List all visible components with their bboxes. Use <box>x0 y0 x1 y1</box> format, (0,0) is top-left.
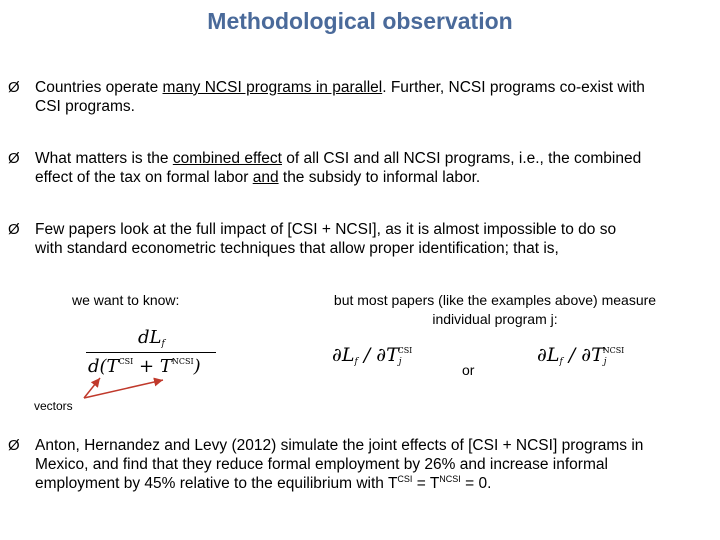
bullet-text: Mexico, and find that they reduce formal employment by 26% and increase informal <box>35 456 608 473</box>
math-subscript: f <box>559 357 563 367</box>
label-line: but most papers (like the examples above) measure <box>333 292 657 308</box>
bullet-text: = 0. <box>460 475 492 492</box>
math-text: / ∂T <box>357 344 399 366</box>
bullet-text: . Further, NCSI programs co-exist with <box>382 79 645 96</box>
math-subscript: j <box>398 357 402 367</box>
bullet-text: CSI programs. <box>35 98 135 115</box>
math-text: ∂L <box>332 344 355 366</box>
bullet-text: = T <box>412 475 440 492</box>
bullet-text: Countries operate <box>35 79 163 96</box>
math-text: / ∂T <box>562 344 604 366</box>
math-superscript: CSI <box>397 346 413 355</box>
arrow-bullet-icon: Ø <box>8 221 20 238</box>
math-text: dL <box>138 327 162 348</box>
bullet-text: the subsidy to informal labor. <box>278 169 481 186</box>
math-superscript: NCSI <box>602 346 625 355</box>
underlined-text: and <box>252 169 279 186</box>
bullet-text: effect of the tax on formal labor <box>35 169 253 186</box>
math-superscript: NCSI <box>171 357 194 366</box>
arrow-bullet-icon: Ø <box>8 79 20 96</box>
arrow-bullet-icon: Ø <box>8 150 20 167</box>
bullet-text: Few papers look at the full impact of [CSI + NCSI], as it is almost impossible to do so <box>35 221 617 238</box>
label-line: individual program j: <box>432 311 558 327</box>
math-text: ) <box>193 356 201 377</box>
underlined-text: many NCSI programs in parallel <box>162 79 383 96</box>
superscript: NCSI <box>439 474 461 484</box>
math-superscript: CSI <box>118 357 134 366</box>
bullet-text: Anton, Hernandez and Levy (2012) simulate the joint effects of [CSI + NCSI] programs in <box>35 437 644 454</box>
vectors-label: vectors <box>34 399 73 413</box>
want-to-know-label: we want to know: <box>72 292 180 308</box>
underlined-text: combined effect <box>172 150 282 167</box>
math-text: d(T <box>88 356 119 377</box>
page-title: Methodological observation <box>207 8 513 34</box>
bullet-text: with standard econometric techniques that allow proper identification; that is, <box>35 240 559 257</box>
math-subscript: f <box>161 339 165 349</box>
arrow-bullet-icon: Ø <box>8 437 20 454</box>
bullet-text: of all CSI and all NCSI programs, i.e., the combined <box>281 150 642 167</box>
math-text: ∂L <box>537 344 560 366</box>
bullet-text: employment by 45% relative to the equilibrium with T <box>35 475 398 492</box>
bullet-text: What matters is the <box>35 150 173 167</box>
bullet-4 <box>8 436 716 493</box>
math-subscript: j <box>603 357 607 367</box>
math-subscript: f <box>354 357 358 367</box>
math-text: + T <box>133 356 172 377</box>
or-label: or <box>462 362 475 378</box>
superscript: CSI <box>397 474 413 484</box>
